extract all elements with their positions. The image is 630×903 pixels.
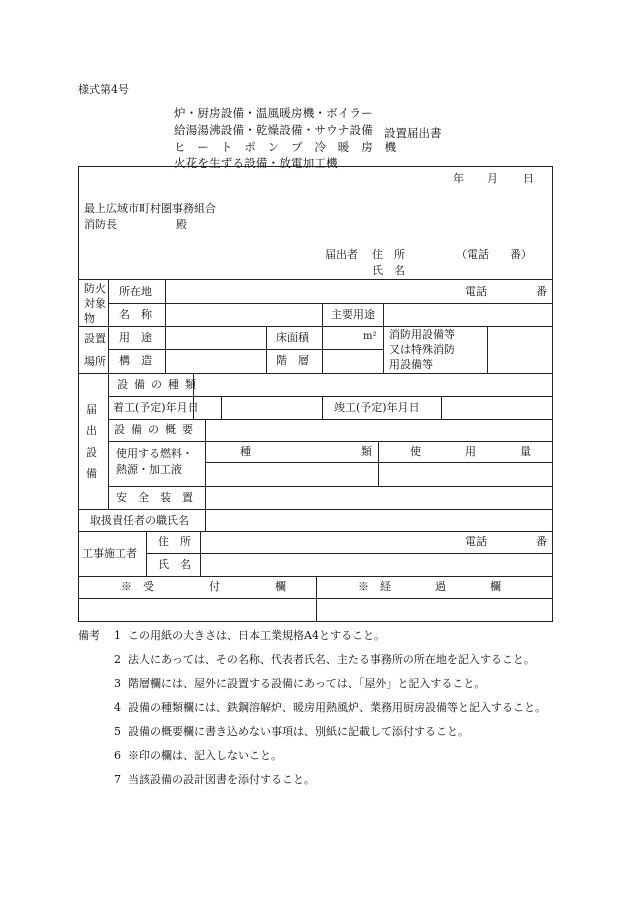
title-suffix: 設置届出書: [384, 126, 442, 140]
note-item: 7 当該設備の設計図書を添付すること。: [114, 773, 315, 786]
note-item: 5 設備の概要欄に書き込めない事項は、別紙に記載して添付すること。: [114, 725, 469, 738]
fuel-amount-header: 使 用 量: [410, 445, 531, 458]
addressee-org: 最上広域市町村圏事務組合: [84, 202, 216, 215]
target-group-3: 物: [84, 312, 95, 325]
place-group-1: 設置: [84, 332, 106, 345]
location-label: 所在地: [119, 285, 152, 298]
target-group-2: 対象: [84, 297, 106, 310]
location-phone-ban: 番: [536, 285, 547, 298]
applicant-address-label: 住 所: [372, 248, 405, 261]
applicant-phone-close: 番）: [510, 248, 532, 261]
form-number: 様式第4号: [78, 83, 129, 96]
fire-eq-label-2: 又は特殊消防: [389, 343, 455, 356]
contractor-label: 工事施工者: [82, 547, 137, 560]
date-year: 年: [453, 172, 464, 185]
contractor-name-label: 氏 名: [158, 558, 191, 571]
applicant-phone-open: （電話: [456, 248, 489, 261]
manager-label: 取扱責任者の職氏名: [90, 514, 189, 527]
fuel-label-2: 熱源・加工液: [116, 463, 182, 476]
fuel-kind-header: 種 類: [240, 445, 372, 458]
title-line-1: 炉・厨房設備・温風暖房機・ボイラー: [174, 106, 373, 120]
fire-eq-label-1: 消防用設備等: [389, 328, 455, 341]
place-use-label: 用 途: [119, 331, 152, 344]
date-month: 月: [487, 172, 498, 185]
date-day: 日: [523, 172, 534, 185]
contractor-phone-label: 電話: [465, 535, 487, 548]
applicant-name-label: 氏 名: [372, 264, 405, 277]
finish-date-label: 竣工(予定)年月日: [334, 401, 420, 414]
floor-label: 階 層: [276, 354, 309, 367]
main-use-label: 主要用途: [331, 308, 375, 321]
equip-group-2: 出: [86, 424, 97, 437]
note-item: 2 法人にあっては、その名称、代表者氏名、主たる事務所の所在地を記入すること。: [114, 653, 535, 666]
equip-group-1: 届: [86, 403, 97, 416]
contractor-phone-ban: 番: [536, 535, 547, 548]
area-unit: m²: [363, 331, 377, 342]
notes-section: [78, 627, 558, 795]
equip-group-3: 設: [86, 446, 97, 459]
note-item: 備考 1 この用紙の大きさは、日本工業規格A4とすること。: [78, 629, 385, 642]
place-group-2: 場所: [84, 355, 106, 368]
target-name-label: 名 称: [119, 308, 152, 321]
location-phone-label: 電話: [465, 285, 487, 298]
start-date-label: 着工(予定)年月日: [113, 401, 199, 414]
reception-header: ※ 受 付 欄: [121, 580, 286, 593]
note-item: 4 設備の種類欄には、鉄鋼溶解炉、暖房用熱風炉、業務用厨房設備等と記入すること。: [114, 701, 546, 714]
contractor-address-label: 住 所: [158, 535, 191, 548]
note-item: 6 ※印の欄は、記入しないこと。: [114, 749, 282, 762]
fire-eq-label-3: 用設備等: [389, 358, 433, 371]
addressee-title: 消防長: [84, 218, 117, 231]
note-item: 3 階層欄には、屋外に設置する設備にあっては、「屋外」と記入すること。: [114, 677, 486, 690]
title-line-3: ヒ ー ト ポ ン プ 冷 暖 房 機: [174, 140, 397, 154]
addressee-honorific: 殿: [176, 218, 187, 231]
equipment-type-label: 設備の種類: [117, 378, 202, 391]
title-line-4: 火花を生ずる設備・放電加工機: [174, 156, 338, 170]
floor-area-label: 床面積: [276, 331, 309, 344]
fuel-label-1: 使用する燃料・: [116, 447, 193, 460]
target-group-1: 防火: [84, 282, 106, 295]
progress-header: ※ 経 過 欄: [358, 580, 501, 593]
safety-device-label: 安 全 装 置: [116, 491, 193, 504]
structure-label: 構 造: [119, 354, 152, 367]
equipment-outline-label: 設備の概要: [114, 423, 199, 436]
notes-label: 備考: [78, 629, 100, 642]
applicant-label: 届出者: [325, 248, 358, 261]
title-line-2: 給湯湯沸設備・乾燥設備・サウナ設備: [174, 123, 373, 137]
equip-group-4: 備: [86, 467, 97, 480]
